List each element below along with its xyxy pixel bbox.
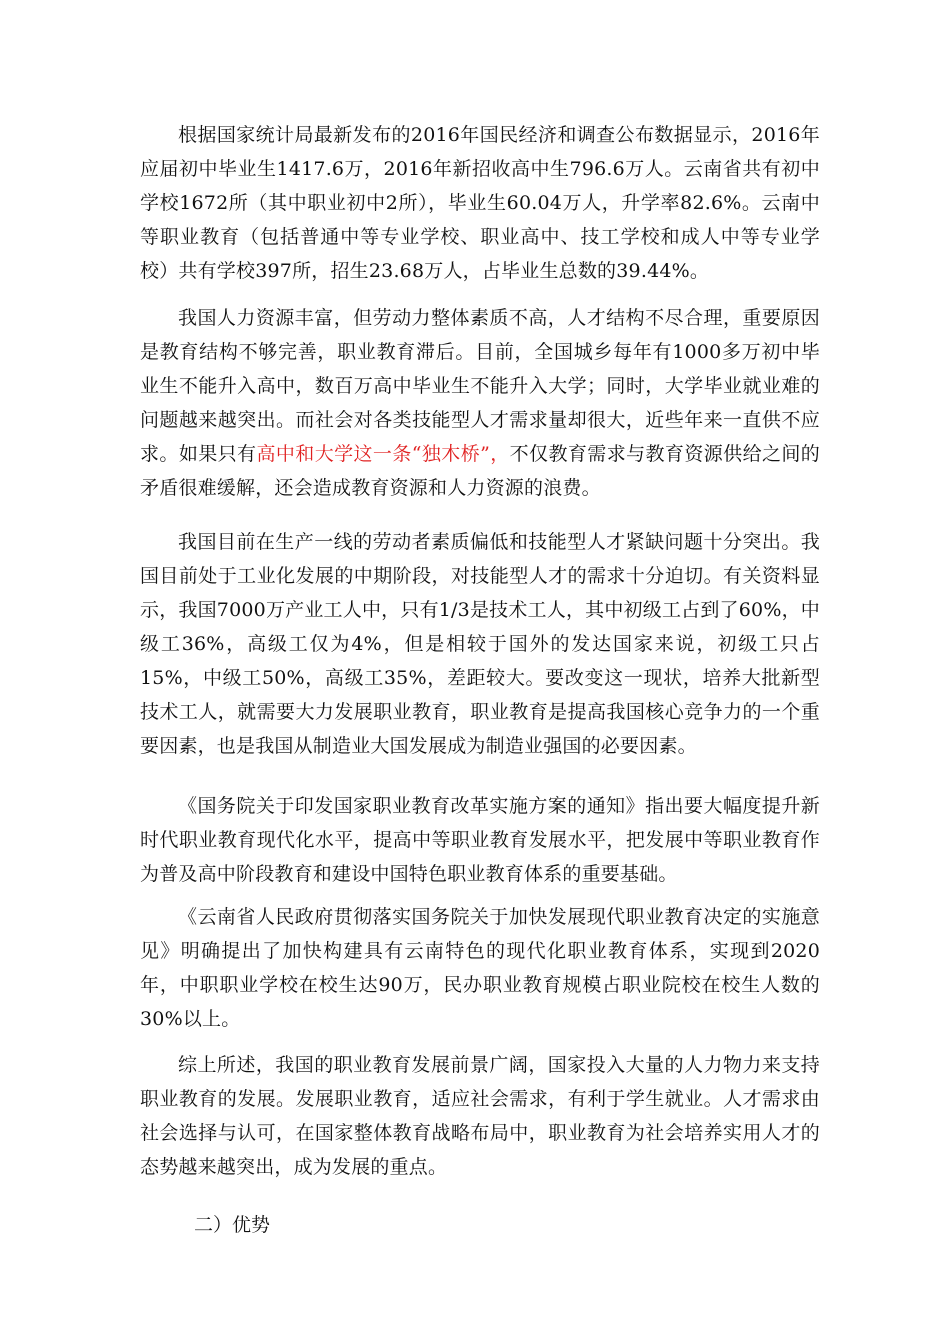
- paragraph-education-structure: [140, 301, 820, 505]
- paragraph-summary: 综上所述，我国的职业教育发展前景广阔，国家投入大量的人力物力来支持职业教育的发展。发展职业教育，适应社会需求，有利于学生就业。人才需求由社会选择与认可，在国家整体教育战略布局中，职业教育为社会培养实用人才的态势越来越突出，成为发展的重点。: [140, 1054, 820, 1178]
- paragraph-state-council-notice: 《国务院关于印发国家职业教育改革实施方案的通知》指出要大幅度提升新时代职业教育现代化水平，提高中等职业教育发展水平，把发展中等职业教育作为普及高中阶段教育和建设中国特色职业教育体系的重要基础。: [140, 795, 820, 885]
- paragraph-text-after-highlight: 不仅教育需求与教育资源供给之间的矛盾很难缓解，还会造成教育资源和人力资源的浪费。: [140, 443, 820, 499]
- paragraph-skilled-workers: 我国目前在生产一线的劳动者素质偏低和技能型人才紧缺问题十分突出。我国目前处于工业化发展的中期阶段，对技能型人才的需求十分迫切。有关资料显示，我国7000万产业工人中，只有1/3是技术工人，其中初级工占到了60%，中级工36%，高级工仅为4%，但是相较于国外的发达国家来说，初级工只占15%，中级工50%，高级工35%，差距较大。要改变这一现状，培养大批新型技术工人，就需要大力发展职业教育，职业教育是提高我国核心竞争力的一个重要因素，也是我国从制造业大国发展成为制造业强国的必要因素。: [140, 531, 820, 757]
- paragraph-statistics: 根据国家统计局最新发布的2016年国民经济和调查公布数据显示，2016年应届初中毕业生1417.6万，2016年新招收高中生796.6万人。云南省共有初中学校1672所（其中职业初中2所），毕业生60.04万人，升学率82.6%。云南中等职业教育（包括普通中等专业学校、职业高中、技工学校和成人中等专业学校）共有学校397所，招生23.68万人，占毕业生总数的39.44%。: [140, 124, 820, 282]
- paragraph-text-before-highlight: 我国人力资源丰富，但劳动力整体素质不高，人才结构不尽合理，重要原因是教育结构不够完善，职业教育滞后。目前，全国城乡每年有1000多万初中毕业生不能升入高中，数百万高中毕业生不能升入大学；同时，大学毕业就业难的问题越来越突出。而社会对各类技能型人才需求量却很大，近些年来一直供不应求。如果只有: [140, 307, 820, 465]
- paragraph-yunnan-opinion: 《云南省人民政府贯彻落实国务院关于加快发展现代职业教育决定的实施意见》明确提出了加快构建具有云南特色的现代化职业教育体系，实现到2020年，中职职业学校在校生达90万，民办职业教育规模占职业院校在校生人数的30%以上。: [140, 906, 820, 1030]
- section-heading: 二）优势: [194, 1214, 271, 1236]
- highlighted-phrase: 高中和大学这一条“独木桥”，: [256, 443, 510, 465]
